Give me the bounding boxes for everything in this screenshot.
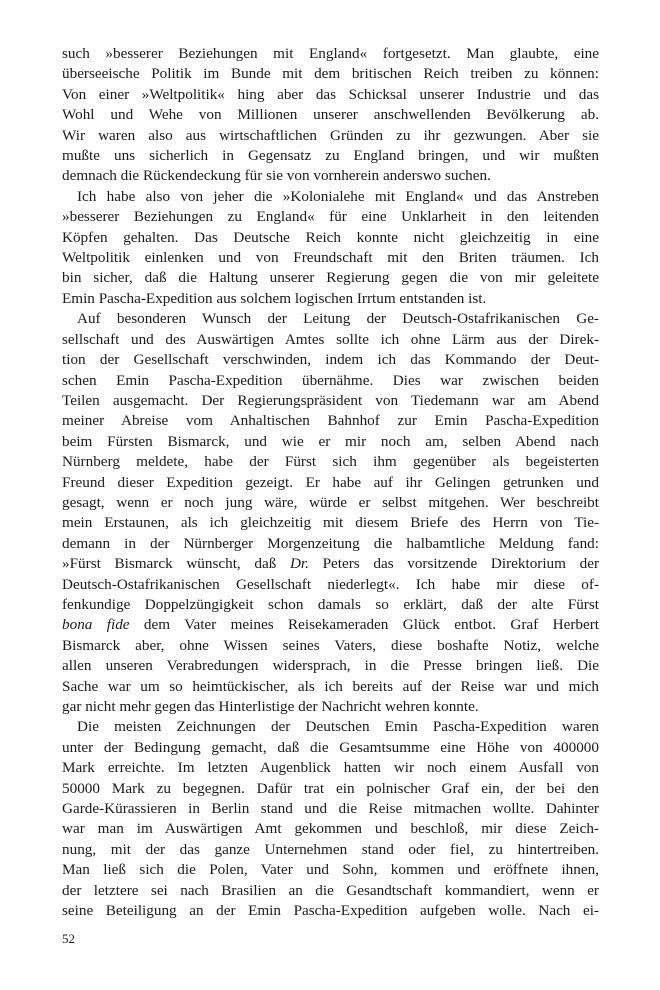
text-line: Teilen ausgemacht. Der Regierungspräsident von Tiedemann war am Abend	[62, 391, 599, 409]
text-line: meiner Abreise vom Anhaltischen Bahnhof zur Emin Pascha-Expedition	[62, 412, 599, 430]
text-line: mein Erstaunen, als ich gleichzeitig mit diesem Briefe des Herrn von Tie-	[62, 514, 599, 532]
text-line: Nürnberg meldete, habe der Fürst sich ihm gegenüber als begeisterten	[62, 453, 599, 471]
text-line: Die meisten Zeichnungen der Deutschen Emin Pascha-Expedition waren	[77, 718, 599, 736]
text-line: Sache war um so heimtückischer, als ich bereits auf der Reise war und mich	[62, 677, 599, 695]
emphasis: bona fide	[62, 616, 130, 634]
text-line: Man ließ sich die Polen, Vater und Sohn, kommen und eröffnete ihnen,	[62, 861, 599, 879]
text-line: 50000 Mark zu begegnen. Dafür trat ein polnischer Graf ein, der bei den	[62, 779, 599, 797]
text-line: bin sicher, daß die Haltung unserer Regierung gegen die von mir geleitete	[62, 269, 599, 287]
text-line: überseeische Politik im Bunde mit dem britischen Reich treiben zu können:	[62, 65, 599, 83]
text-line: Freund dieser Expedition gezeigt. Er habe auf ihr Gelingen getrunken und	[62, 473, 599, 491]
text-line: Wir waren also aus wirtschaftlichen Gründen zu ihr gezwungen. Aber sie	[62, 126, 599, 144]
text-line: Ich habe also von jeher die »Kolonialehe mit England« und das Anstreben	[77, 187, 599, 205]
text-line: unter der Bedingung gemacht, daß die Gesamtsumme eine Höhe von 400000	[62, 738, 599, 756]
text-line: such »besserer Beziehungen mit England« fortgesetzt. Man glaubte, eine	[62, 45, 599, 62]
text-line: Garde-Kürassieren in Berlin stand und die Reise mitmachen wollte. Dahinter	[62, 800, 599, 818]
text-line: Deutsch-Ostafrikanischen Gesellschaft niederlegt«. Ich habe mir diese of-	[62, 575, 599, 593]
text-line: »besserer Beziehungen zu England« für eine Unklarheit in den leitenden	[62, 208, 599, 226]
text-line: mußte uns sicherlich in Gegensatz zu England bringen, und wir mußten	[62, 147, 599, 165]
text-line: schen Emin Pascha-Expedition übernähme. Dies war zwischen beiden	[62, 371, 599, 389]
text-line: Wohl und Wehe von Millionen unserer anschwellenden Bevölkerung ab.	[62, 106, 599, 124]
text-line: fenkundige Doppelzüngigkeit schon damals so erklärt, daß der alte Fürst	[62, 595, 599, 613]
text-line: sellschaft und des Auswärtigen Amtes sollte ich ohne Lärm aus der Direk-	[62, 330, 599, 348]
text-line: beim Fürsten Bismarck, und wie er mir noch am, selben Abend nach	[62, 432, 599, 450]
text-line: Köpfen gehalten. Das Deutsche Reich konnte nicht gleichzeitig in eine	[62, 228, 599, 246]
text-line: der letztere sei nach Brasilien an die Gesandtschaft kommandiert, wenn er	[62, 881, 599, 899]
paragraph-3	[62, 309, 599, 717]
text-line: demnach die Rückendeckung für sie von vornherein anderswo suchen.	[62, 167, 491, 185]
text-line: demann in der Nürnberger Morgenzeitung die halbamtliche Meldung fand:	[62, 534, 599, 552]
text-line: seine Beteiligung an der Emin Pascha-Expedition aufgeben wolle. Nach ei-	[62, 902, 599, 920]
text-line: Von einer »Weltpolitik« hing aber das Schicksal unserer Industrie und das	[62, 85, 599, 103]
page-body	[62, 44, 599, 921]
text-line: Mark erreichte. Im letzten Augenblick hatten wir noch einem Ausfall von	[62, 759, 599, 777]
text-line: bona fide dem Vater meines Reisekameraden Glück entbot. Graf Herbert	[62, 616, 599, 634]
page-number: 52	[62, 931, 75, 946]
text-line: nung, mit der das ganze Unternehmen stand oder fiel, zu hintertreiben.	[62, 840, 599, 858]
text-line: Bismarck aber, ohne Wissen seines Vaters, diese boshafte Notiz, welche	[62, 636, 599, 654]
text-line: Emin Pascha-Expedition aus solchem logischen Irrtum entstanden ist.	[62, 289, 487, 307]
text-line: gar nicht mehr gegen das Hinterlistige der Nachricht wehren konnte.	[62, 698, 479, 715]
text-line: war man im Auswärtigen Amt gekommen und beschloß, mir diese Zeich-	[62, 820, 599, 838]
text-line: Weltpolitik einlenken und von Freundschaft mit den Briten träumen. Ich	[62, 249, 599, 267]
paragraph-4	[62, 717, 599, 921]
text-line: Auf besonderen Wunsch der Leitung der Deutsch-Ostafrikanischen Ge-	[77, 310, 599, 328]
text-line: tion der Gesellschaft verschwinden, indem ich das Kommando der Deut-	[62, 351, 599, 369]
emphasis: Dr.	[289, 555, 309, 573]
text-line: »Fürst Bismarck wünscht, daß Dr. Peters das vorsitzende Direktorium der	[62, 555, 600, 573]
paragraph-1	[62, 44, 599, 187]
paragraph-2	[62, 187, 599, 309]
text-line: gesagt, wenn er noch jung wäre, würde er selbst mitgehen. Wer beschreibt	[62, 493, 599, 511]
text-line: allen unseren Verabredungen widersprach, in die Presse bringen ließ. Die	[62, 657, 599, 675]
